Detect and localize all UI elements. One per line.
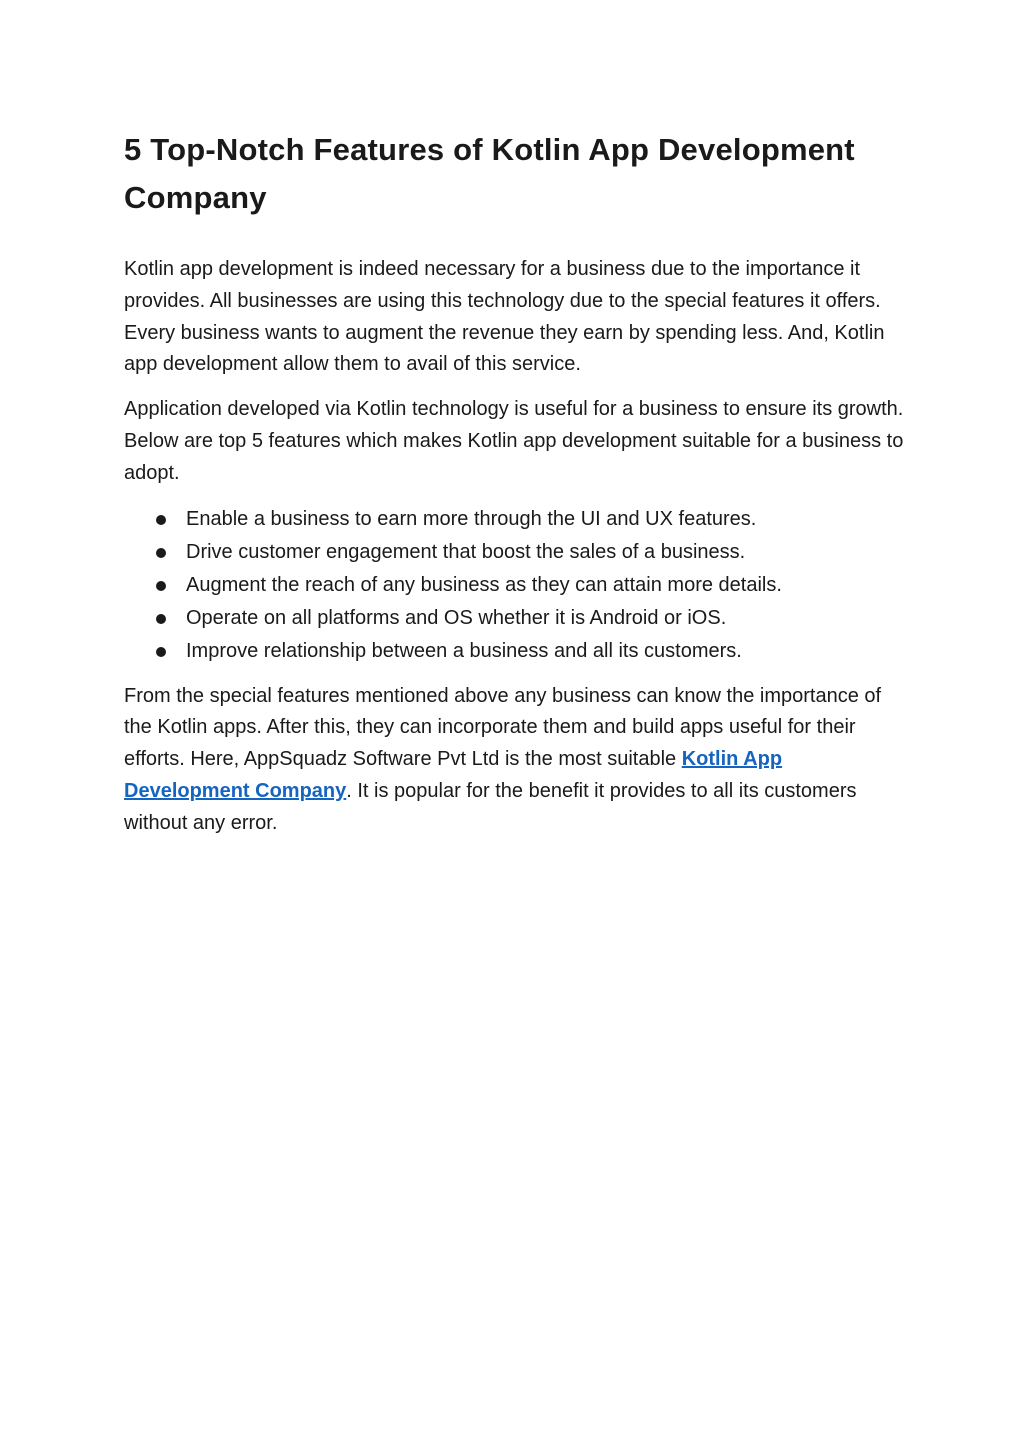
closing-paragraph — [124, 681, 904, 840]
closing-text-before-link: From the special features mentioned above any business can know the importance of the Kotlin apps. After this, they can incorporate them and build apps useful for their efforts. Here, AppSquadz Software Pvt Ltd is the most suitable — [124, 684, 882, 771]
list-item-text: Augment the reach of any business as they can attain more details. — [186, 573, 782, 596]
closing-text-after-link: . It is popular for the benefit it provides to all its customers without any error. — [124, 779, 857, 834]
bullet-icon — [156, 581, 166, 591]
list-item — [124, 503, 904, 536]
bullet-icon — [156, 614, 166, 624]
list-item — [124, 536, 904, 569]
list-item — [124, 569, 904, 602]
growth-paragraph: Application developed via Kotlin technology is useful for a business to ensure its growth. Below are top 5 features which makes Kotlin app development suitable for a business to adopt. — [124, 398, 904, 484]
bullet-icon — [156, 647, 166, 657]
bullet-icon — [156, 548, 166, 558]
list-item — [124, 635, 904, 668]
list-item-text: Drive customer engagement that boost the sales of a business. — [186, 540, 746, 563]
bullet-icon — [156, 515, 166, 525]
document-page — [124, 126, 904, 840]
intro-paragraph: Kotlin app development is indeed necessary for a business due to the importance it provides. All businesses are using this technology due to the special features it offers. Every business wants to augment the revenue they earn by spending less. And, Kotlin app development allow them to avail of this service. — [124, 258, 885, 376]
document-title: 5 Top-Notch Features of Kotlin App Development Company — [124, 132, 855, 215]
kotlin-company-link[interactable]: Kotlin App Development Company — [124, 748, 783, 802]
list-item — [124, 602, 904, 635]
features-list — [124, 503, 904, 668]
list-item-text: Improve relationship between a business and all its customers. — [186, 639, 742, 662]
list-item-text: Enable a business to earn more through the UI and UX features. — [186, 507, 757, 530]
list-item-text: Operate on all platforms and OS whether it is Android or iOS. — [186, 606, 727, 629]
